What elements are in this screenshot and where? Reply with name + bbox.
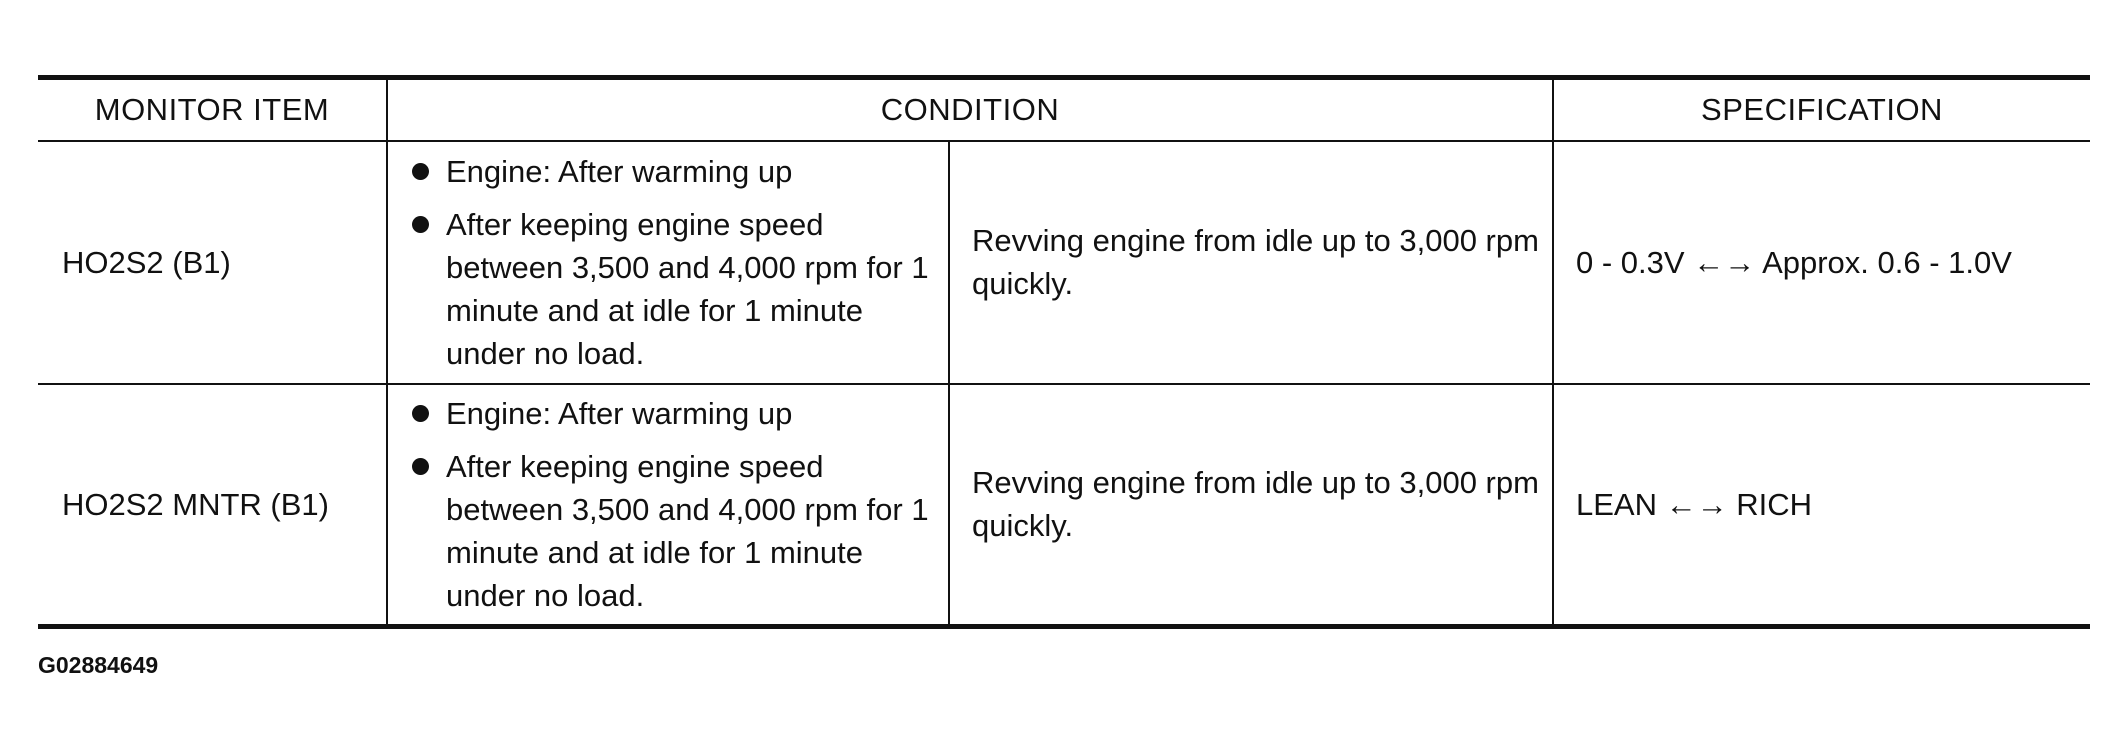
condition-bullet-list xyxy=(410,150,938,375)
monitor-spec-table xyxy=(38,75,2090,629)
list-item xyxy=(410,445,938,617)
monitor-item-cell: HO2S2 (B1) xyxy=(38,141,387,384)
condition-bullet-text: Engine: After warming up xyxy=(446,395,793,431)
list-item xyxy=(410,203,938,375)
specification-cell: 0 - 0.3V ←→ Approx. 0.6 - 1.0V xyxy=(1553,141,2090,384)
condition-action-cell: Revving engine from idle up to 3,000 rpm quickly. xyxy=(949,384,1553,627)
condition-bullet-list xyxy=(410,392,938,617)
monitor-item-cell: HO2S2 MNTR (B1) xyxy=(38,384,387,627)
condition-bullet-text: After keeping engine speed between 3,500 and 4,000 rpm for 1 minute and at idle for 1 minute under no load. xyxy=(446,448,929,613)
table-header-row xyxy=(38,78,2090,141)
header-specification: SPECIFICATION xyxy=(1553,78,2090,141)
condition-bullet-text: After keeping engine speed between 3,500 and 4,000 rpm for 1 minute and at idle for 1 minute under no load. xyxy=(446,206,929,371)
specification-cell: LEAN ←→ RICH xyxy=(1553,384,2090,627)
list-item xyxy=(410,392,938,435)
table-row xyxy=(38,141,2090,384)
condition-action-cell: Revving engine from idle up to 3,000 rpm quickly. xyxy=(949,141,1553,384)
condition-prereq-cell xyxy=(387,384,949,627)
condition-prereq-cell xyxy=(387,141,949,384)
bullet-icon xyxy=(412,216,429,233)
bullet-icon xyxy=(412,405,429,422)
bullet-icon xyxy=(412,458,429,475)
list-item xyxy=(410,150,938,193)
header-condition: CONDITION xyxy=(387,78,1553,141)
bullet-icon xyxy=(412,163,429,180)
table-row xyxy=(38,384,2090,627)
header-monitor-item: MONITOR ITEM xyxy=(38,78,387,141)
condition-bullet-text: Engine: After warming up xyxy=(446,153,793,189)
figure-id: G02884649 xyxy=(38,652,159,678)
